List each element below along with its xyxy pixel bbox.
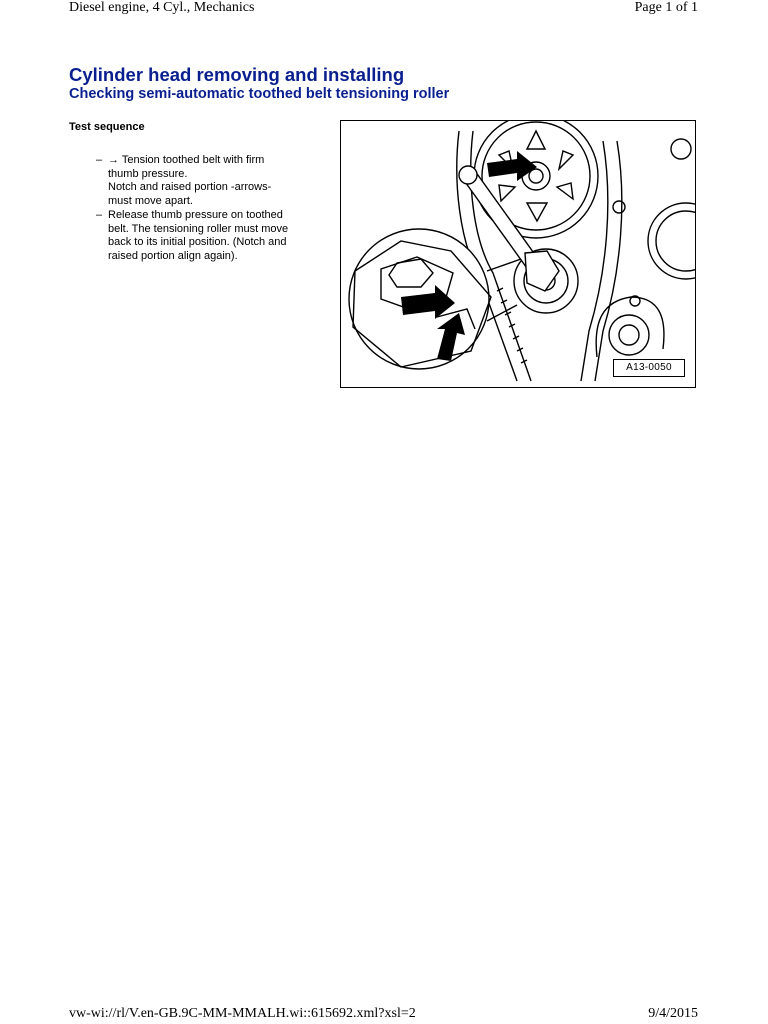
step-text-line: back to its initial position. (Notch and [108,236,287,248]
step-dash: – [96,209,103,221]
figure-reference-label: A13-0050 [613,359,685,377]
step-text-line: → Tension toothed belt with firm [108,154,265,166]
step-text-line: thumb pressure. [108,167,188,180]
step-item [96,209,328,263]
footer-source-url: vw-wi://rl/V.en-GB.9C-MM-MMALH.wi::615692.xml?xsl=2 [69,1006,416,1021]
footer-date: 9/4/2015 [648,1006,698,1021]
step-dash: – [96,154,103,166]
section-heading: Test sequence [69,121,145,133]
step-text-line: Release thumb pressure on toothed [108,209,283,221]
step-text-line: raised portion align again). [108,249,238,262]
page-subtitle: Checking semi-automatic toothed belt tensioning roller [69,86,450,102]
step-text-line: Notch and raised portion -arrows- [108,181,272,193]
tensioning-roller-illustration [340,120,696,388]
step-text-line: belt. The tensioning roller must move [108,222,289,235]
step-item [96,154,328,208]
page-title: Cylinder head removing and installing [69,64,405,85]
step-list [96,154,328,264]
engine-line-drawing [341,121,696,388]
header-document-title: Diesel engine, 4 Cyl., Mechanics [69,0,255,15]
step-text-line: must move apart. [108,194,193,207]
header-page-number: Page 1 of 1 [634,0,698,15]
